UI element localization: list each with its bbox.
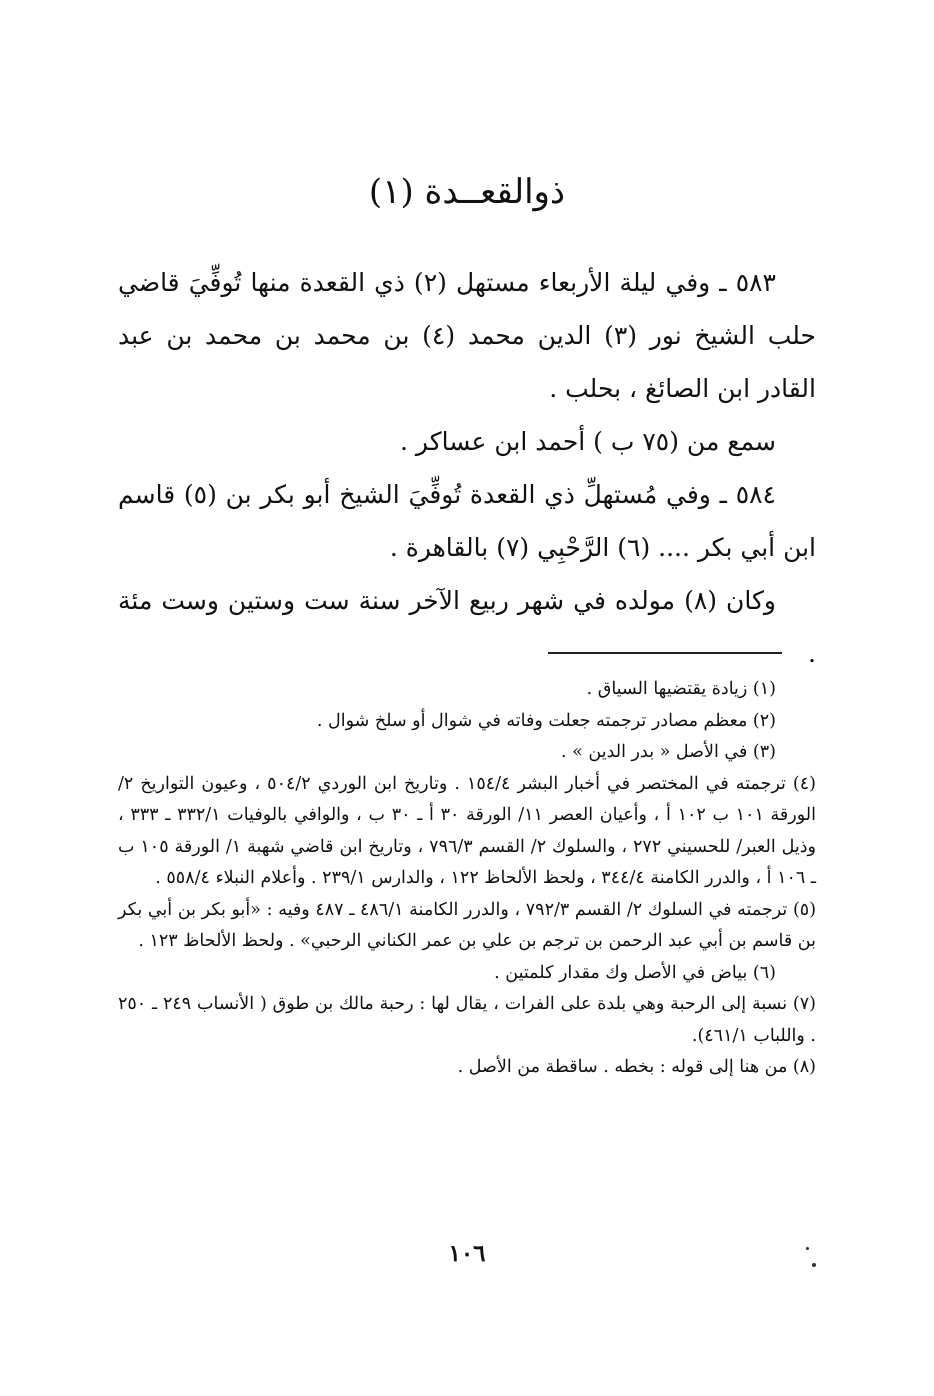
- footnote-7: (٧) نسبة إلى الرحبة وهي بلدة على الفرات ، يقال لها : رحبة مالك بن طوق ( الأنساب ٢٤٩ ـ ٢٥٠ . واللباب ٤٦١/١).: [118, 994, 816, 1046]
- scan-speck: [812, 1263, 816, 1267]
- footnote-6: (٦) بياض في الأصل وك مقدار كلمتين .: [494, 962, 776, 983]
- main-text: [118, 256, 816, 680]
- footnote-5: (٥) ترجمته في السلوك ٢/ القسم ٧٩٢/٣ ، والدرر الكامنة ٤٨٦/١ ـ ٤٨٧ وفيه : «أبو بكر بن أبي بكر بن قاسم بن أبي عبد الرحمن بن ترجم بن علي بن عمر الكناني الرحبي» . ولحظ الألحاظ ١٢٣ .: [118, 899, 817, 951]
- entry-584: ٥٨٤ ـ وفي مُستهلِّ ذي القعدة تُوفِّيَ الشيخ أبو بكر بن (٥) قاسم ابن أبي بكر .... (٦) الرَّحْبِي (٧) بالقاهرة .: [118, 480, 816, 562]
- footnote-2: (٢) معظم مصادر ترجمته جعلت وفاته في شوال أو سلخ شوال .: [316, 710, 776, 731]
- entry-584-birth: وكان (٨) مولده في شهر ربيع الآخر سنة ست وستين وست مئة .: [118, 586, 816, 668]
- footnote-separator: [548, 652, 782, 654]
- entry-583-note: سمع من (٧٥ ب ) أحمد ابن عساكر .: [400, 427, 776, 456]
- footnote-3: (٣) في الأصل « بدر الدين » .: [561, 742, 776, 762]
- footnote-4: (٤) ترجمته في المختصر في أخبار البشر ١٥٤/٤ . وتاريخ ابن الوردي ٥٠٤/٢ ، وعيون التواريخ ٢/ الورقة ١٠١ ب ١٠٢ أ ، وأعيان العصر ١١/ الورقة ٣٠ أ ـ ٣٠ ب ، والوافي بالوفيات ٣٣٢/١ ـ ٣٣٣ ، وذيل العبر/ للحسيني ٢٧٢ ، والسلوك ٢/ القسم ٧٩٦/٣ ، وتاريخ ابن قاضي شهبة ١/ الورقة ١٠٥ ب ـ ١٠٦ أ ، والدرر الكامنة ٣٤٤/٤ ، ولحظ الألحاظ ١٢٢ ، والدارس ٢٣٩/١ . وأعلام النبلاء ٥٥٨/٤ .: [118, 773, 816, 888]
- page-number: ١٠٦: [448, 1240, 486, 1267]
- footnote-8: (٨) من هنا إلى قوله : بخطه . ساقطة من الأصل .: [457, 1057, 816, 1077]
- footnotes: [118, 674, 816, 1084]
- scan-speck: [806, 1247, 809, 1250]
- footnote-1: (١) زيادة يقتضيها السياق .: [586, 679, 776, 699]
- chapter-heading: ذوالقعــدة (١): [368, 172, 566, 212]
- entry-583: ٥٨٣ ـ وفي ليلة الأربعاء مستهل (٢) ذي القعدة منها تُوفِّيَ قاضي حلب الشيخ نور (٣) الدين محمد (٤) بن محمد بن محمد بن عبد القادر ابن الصائغ ، بحلب .: [118, 268, 816, 403]
